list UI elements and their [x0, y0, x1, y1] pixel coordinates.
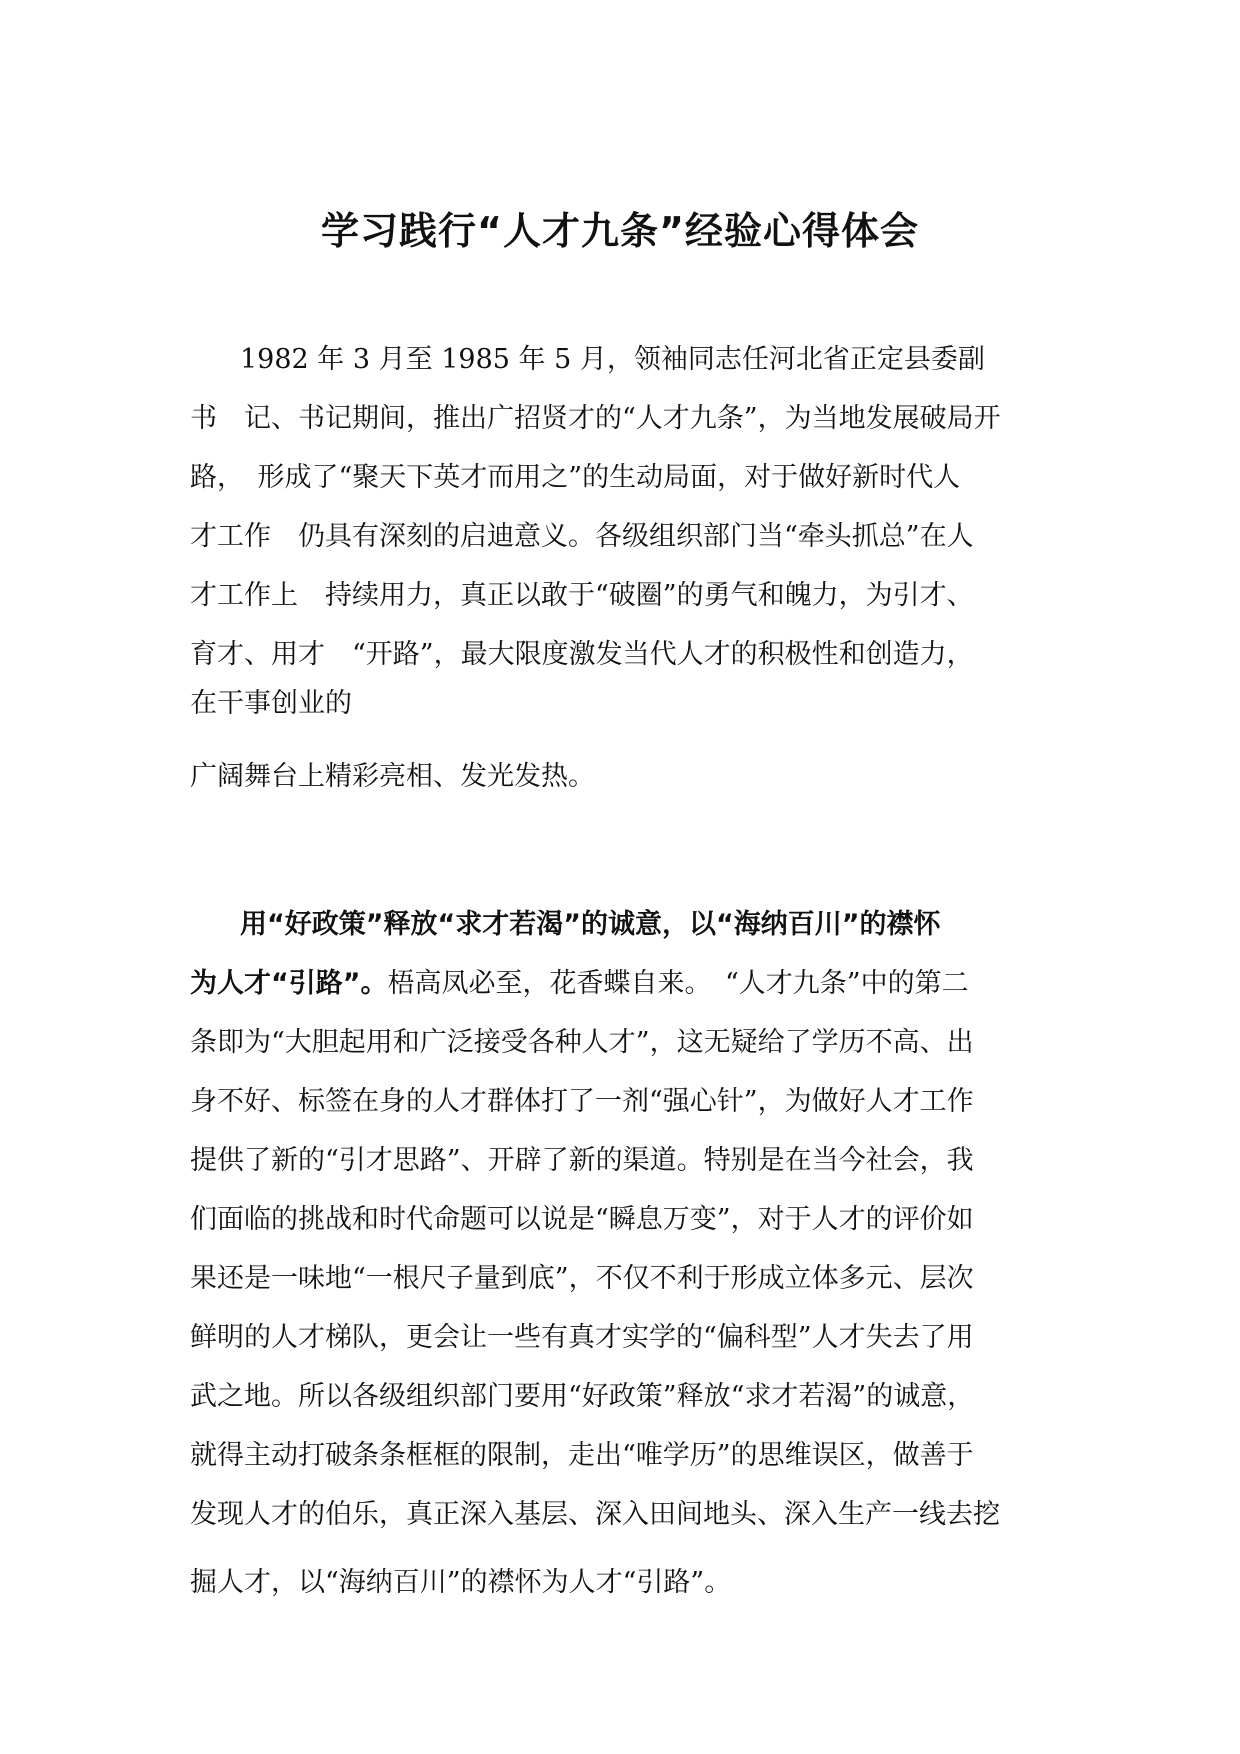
paragraph-2-line-3: 条即为“大胆起用和广泛接受各种人才”，这无疑给了学历不高、出 — [190, 1027, 974, 1058]
section-heading-continued: 为人才“引路”。 — [190, 968, 388, 999]
paragraph-2-line-10: 就得主动打破条条框框的限制，走出“唯学历”的思维误区，做善于 — [190, 1440, 974, 1471]
paragraph-2-line-4: 身不好、标签在身的人才群体打了一剂“强心针”，为做好人才工作 — [190, 1086, 974, 1117]
paragraph-2-line-12: 掘人才，以“海纳百川”的襟怀为人才“引路”。 — [190, 1567, 732, 1598]
paragraph-2-line-2-text: 梧高凤必至，花香蝶自来。 “人才九条”中的第二 — [387, 968, 969, 999]
paragraph-2-line-2 — [190, 967, 1070, 1001]
paragraph-2-line-7: 果还是一味地“一根尺子量到底”，不仅不利于形成立体多元、层次 — [190, 1263, 974, 1294]
paragraph-2-line-9: 武之地。所以各级组织部门要用“好政策”释放“求才若渴”的诚意， — [190, 1381, 975, 1412]
paragraph-1-line-4: 才工作 仍具有深刻的启迪意义。各级组织部门当“牵头抓总”在人 — [190, 521, 974, 552]
paragraph-2-line-5: 提供了新的“引才思路”、开辟了新的渠道。特别是在当今社会，我 — [190, 1145, 974, 1176]
paragraph-1-line-6: 育才、用才 “开路”，最大限度激发当代人才的积极性和创造力， — [190, 639, 974, 670]
paragraph-2-line-11: 发现人才的伯乐，真正深入基层、深入田间地头、深入生产一线去挖 — [190, 1499, 1000, 1530]
paragraph-1-line-7: 在干事创业的 — [190, 688, 352, 719]
paragraph-2-line-6: 们面临的挑战和时代命题可以说是“瞬息万变”，对于人才的评价如 — [190, 1204, 974, 1235]
paragraph-1-line-2: 书 记、书记期间，推出广招贤才的“人才九条”，为当地发展破局开 — [190, 403, 1001, 434]
paragraph-1-line-3: 路， 形成了“聚天下英才而用之”的生动局面，对于做好新时代人 — [190, 462, 961, 493]
paragraph-2-line-8: 鲜明的人才梯队，更会让一些有真才实学的“偏科型”人才失去了用 — [190, 1322, 974, 1353]
paragraph-2-line-1 — [240, 908, 1120, 942]
document-title: 学习践行“人才九条”经验心得体会 — [321, 209, 919, 253]
paragraph-1-line-5: 才工作上 持续用力，真正以敢于“破圈”的勇气和魄力，为引才、 — [190, 580, 974, 611]
section-heading: 用“好政策”释放“求才若渴”的诚意，以“海纳百川”的襟怀 — [240, 909, 941, 940]
paragraph-1-line-1: 1982 年 3 月至 1985 年 5 月，领袖同志任河北省正定县委副 — [240, 344, 985, 375]
paragraph-1-line-8: 广阔舞台上精彩亮相、发光发热。 — [190, 761, 595, 792]
